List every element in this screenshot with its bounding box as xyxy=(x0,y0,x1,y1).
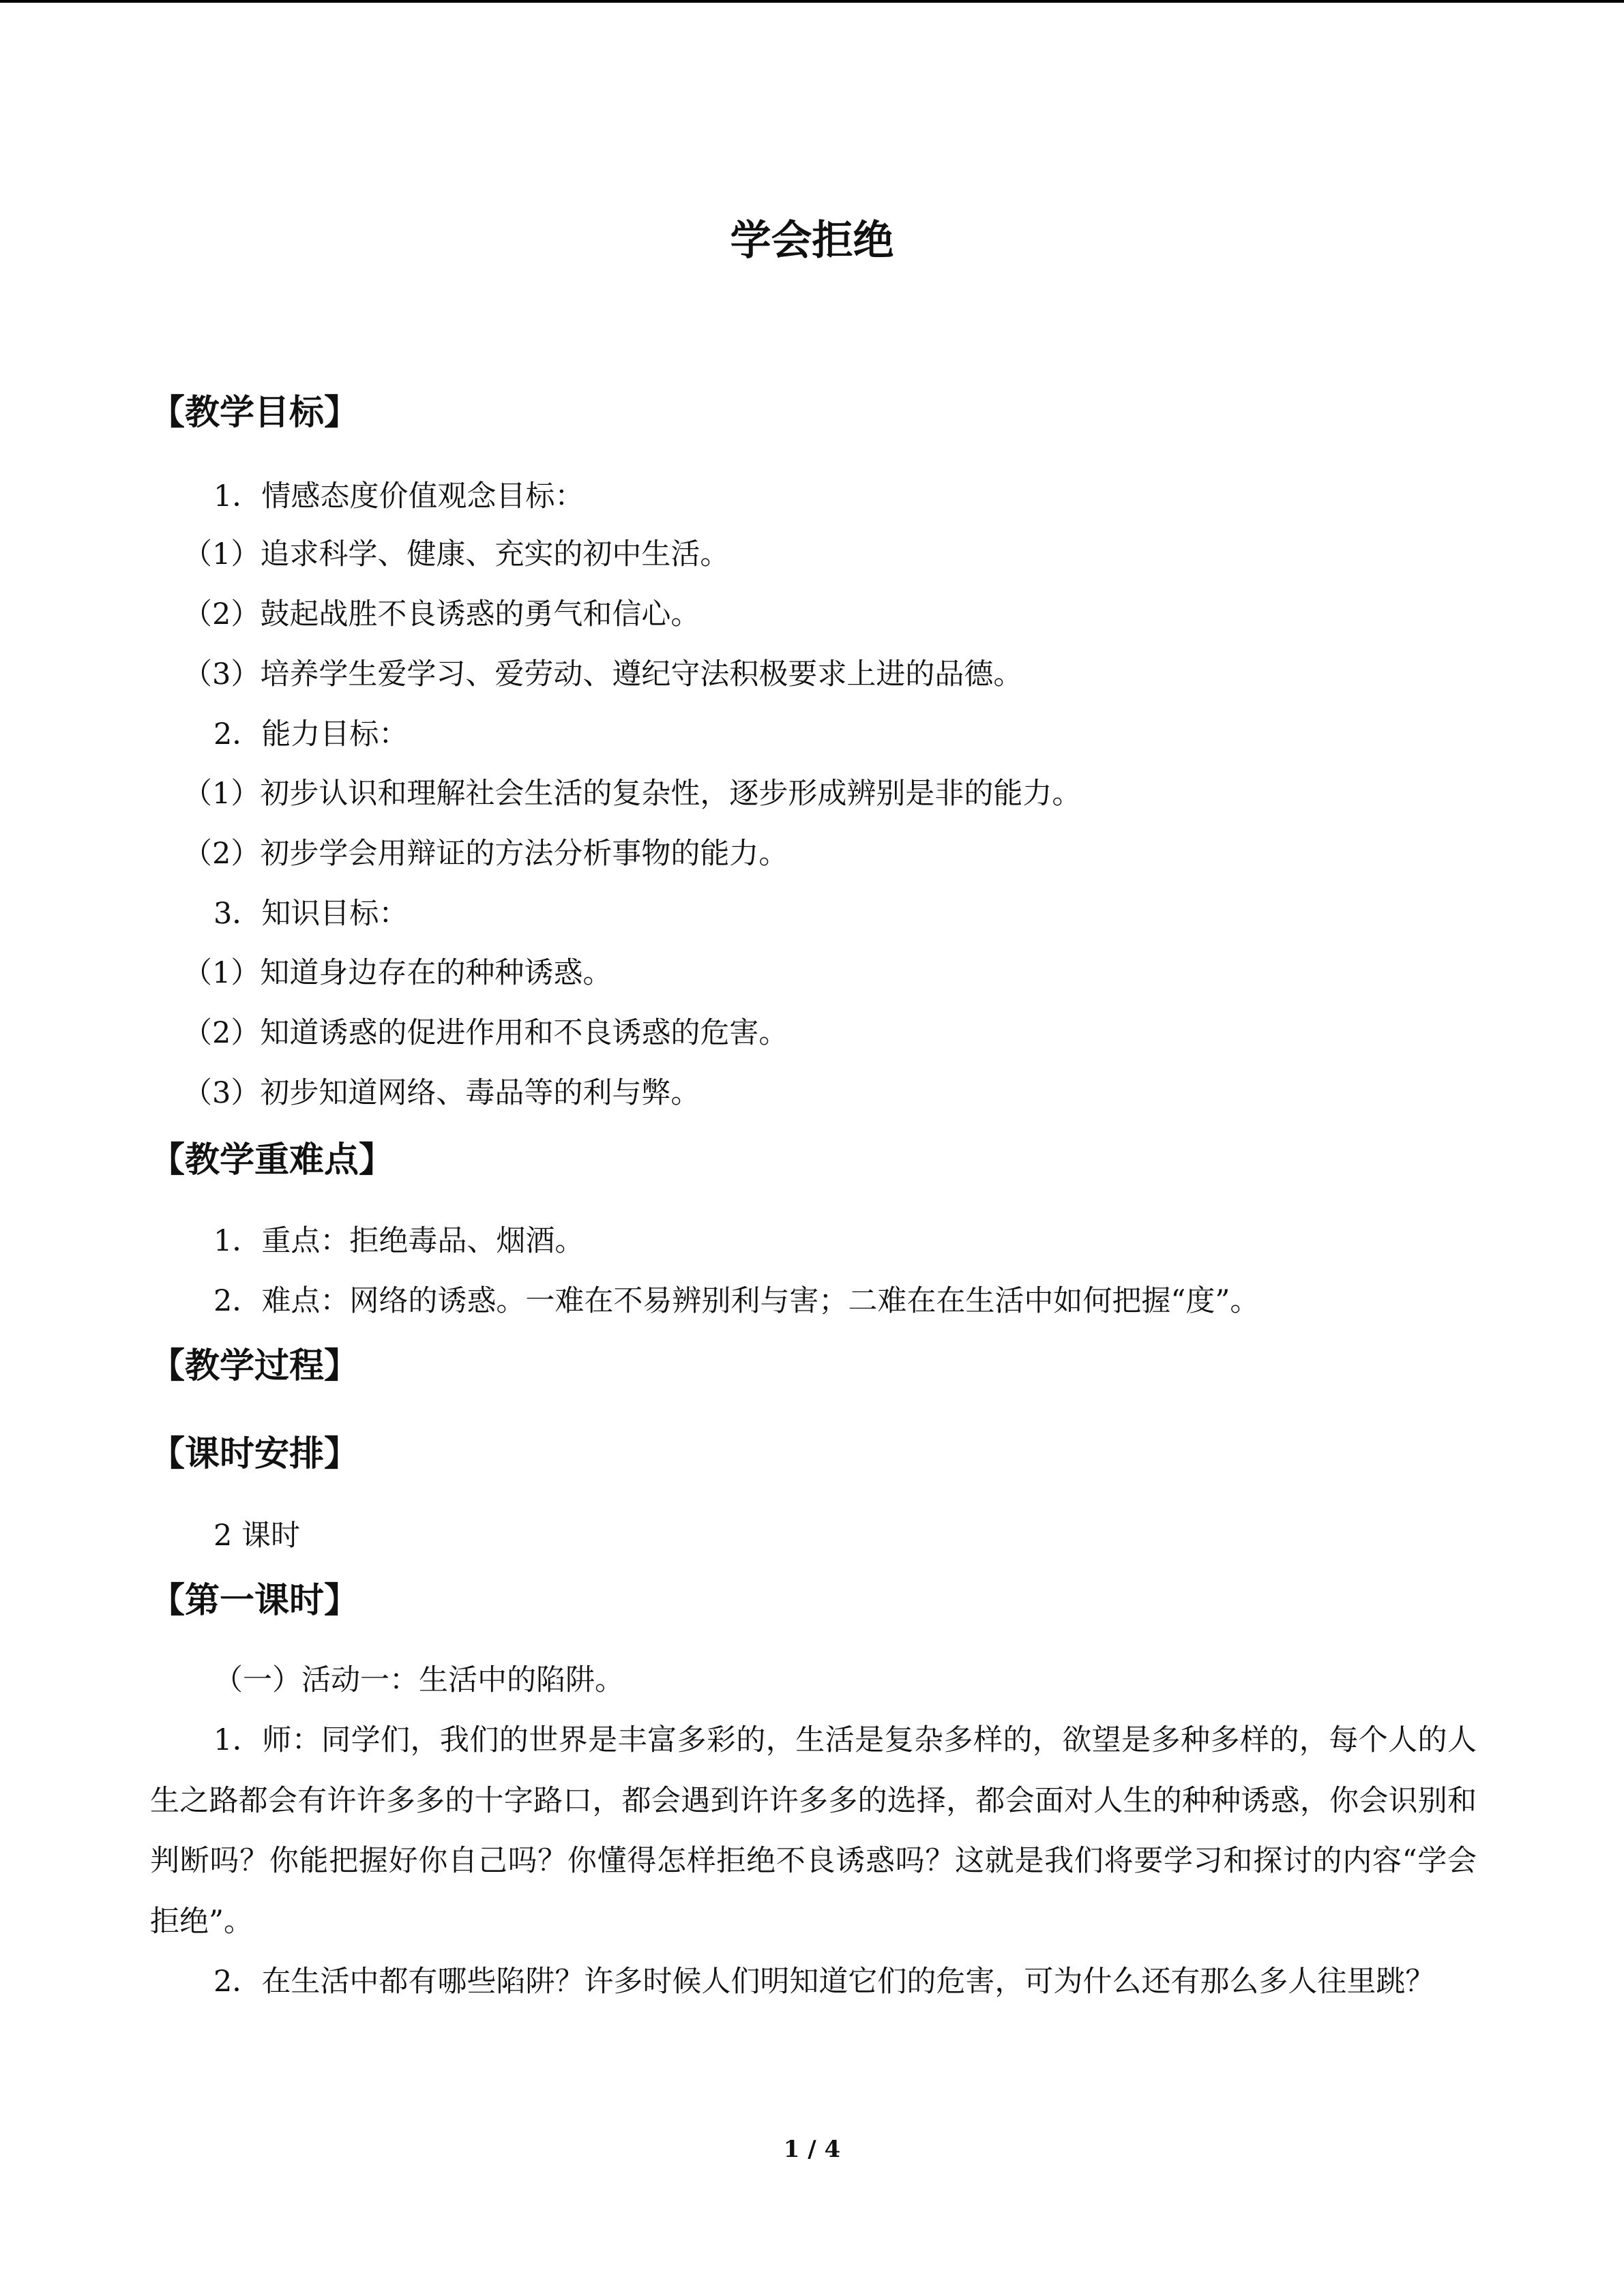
objective-line: 1．情感态度价值观念目标： xyxy=(213,479,585,513)
objective-line: （3）初步知道网络、毒品等的利与弊。 xyxy=(183,1076,700,1110)
heading-teaching-objectives: 【教学目标】 xyxy=(150,393,359,433)
heading-key-difficult-points: 【教学重难点】 xyxy=(150,1140,394,1180)
page-number: 1 / 4 xyxy=(783,2136,841,2163)
objective-line: （3）培养学生爱学习、爱劳动、遵纪守法积极要求上进的品德。 xyxy=(183,657,1023,691)
heading-teaching-process: 【教学过程】 xyxy=(150,1346,359,1386)
objective-line: （1）初步认识和理解社会生活的复杂性，逐步形成辨别是非的能力。 xyxy=(183,777,1082,811)
key-point-line: 2．难点：网络的诱惑。一难在不易辨别利与害；二难在在生活中如何把握“度”。 xyxy=(213,1284,1260,1318)
heading-class-schedule: 【课时安排】 xyxy=(150,1434,359,1474)
objective-line: 3．知识目标： xyxy=(213,897,409,931)
objective-line: （2）鼓起战胜不良诱惑的勇气和信心。 xyxy=(183,597,700,631)
objective-line: （1）追求科学、健康、充实的初中生活。 xyxy=(183,537,730,571)
lesson-paragraph: 2．在生活中都有哪些陷阱？许多时候人们明知道它们的危害，可为什么还有那么多人往里跳？ xyxy=(213,1965,1435,1999)
schedule-text: 2 课时 xyxy=(213,1519,301,1553)
objective-line: （2）知道诱惑的促进作用和不良诱惑的危害。 xyxy=(183,1016,788,1050)
lesson-paragraph: 1．师：同学们，我们的世界是丰富多彩的，生活是复杂多样的，欲望是多种多样的，每个人的人生之路都会有许许多多的十字路口，都会遇到许许多多的选择，都会面对人生的种种诱惑，你会识别和判断吗？你能把握好你自己吗？你懂得怎样拒绝不良诱惑吗？这就是我们将要学习和探讨的内容“学会拒绝”。 xyxy=(150,1723,1477,1939)
activity-title: （一）活动一：生活中的陷阱。 xyxy=(213,1663,624,1697)
objective-line: （2）初步学会用辩证的方法分析事物的能力。 xyxy=(183,837,788,871)
heading-first-lesson: 【第一课时】 xyxy=(150,1581,359,1621)
objective-line: 2．能力目标： xyxy=(213,717,409,751)
document-title: 学会拒绝 xyxy=(730,217,894,265)
objective-line: （1）知道身边存在的种种诱惑。 xyxy=(183,956,612,990)
key-point-line: 1．重点：拒绝毒品、烟酒。 xyxy=(213,1224,585,1258)
